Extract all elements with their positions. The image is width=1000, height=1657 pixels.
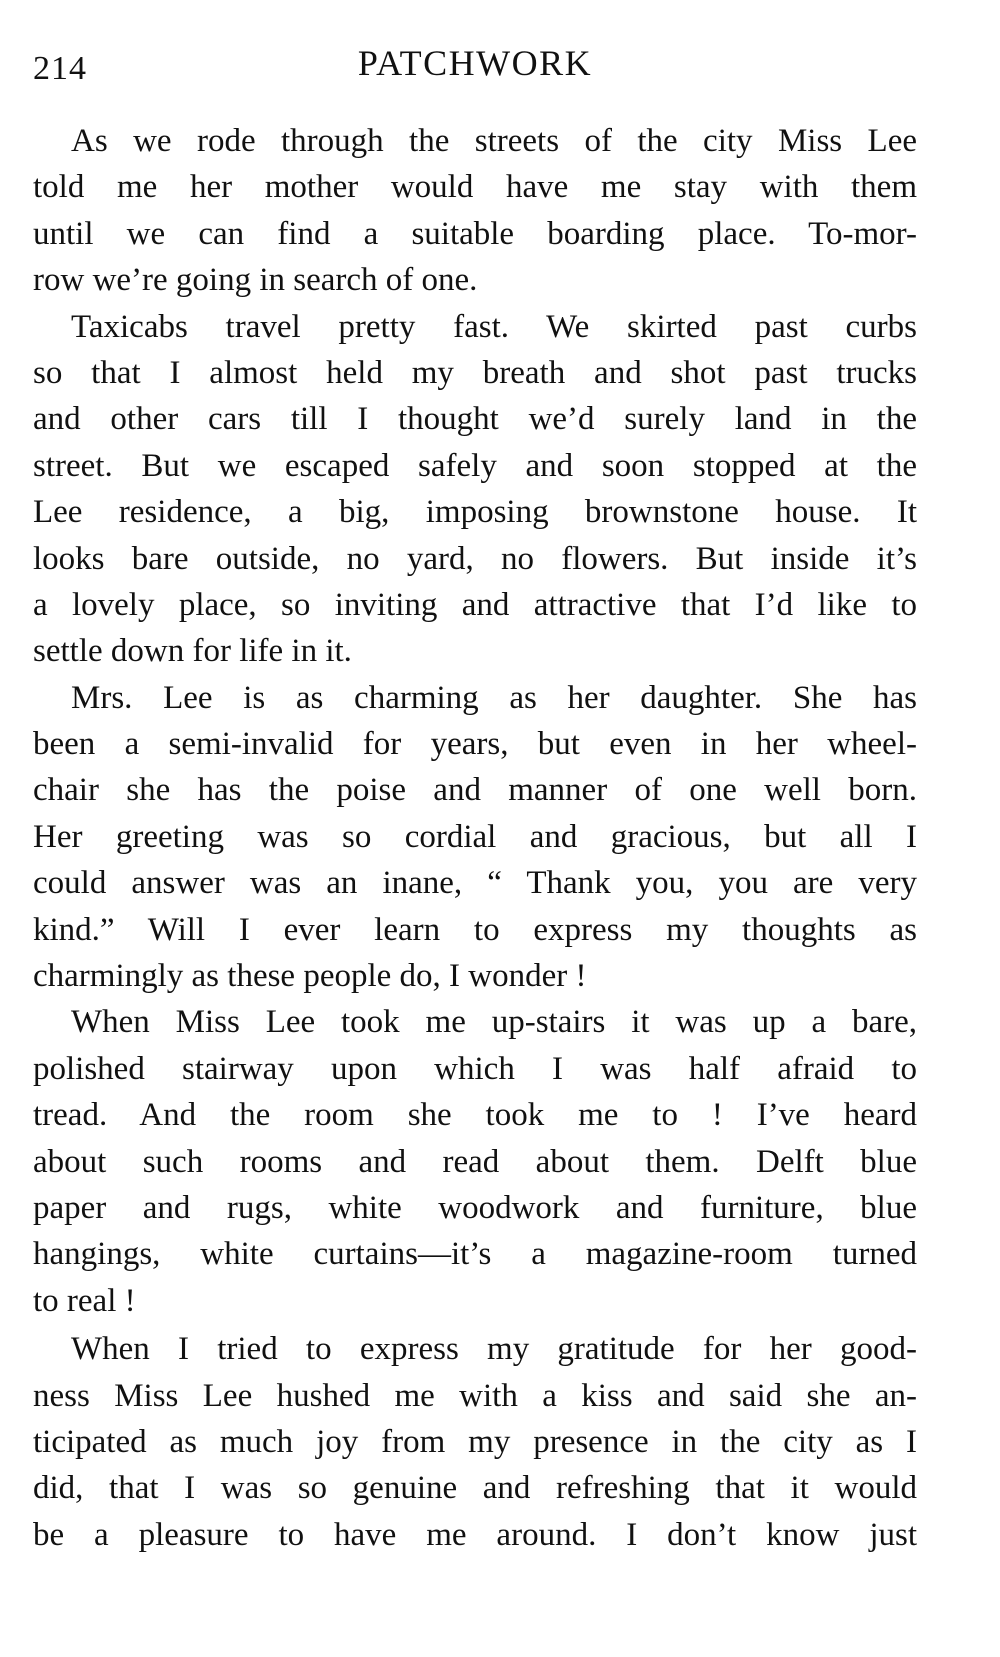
paragraph <box>33 1326 917 1558</box>
paragraph <box>33 118 917 304</box>
paragraph <box>33 304 917 675</box>
text-line: tread. And the room she took me to ! I’ve heard <box>33 1097 917 1134</box>
text-line: settle down for life in it. <box>33 633 352 670</box>
text-line: and other cars till I thought we’d surely land in the <box>33 401 917 438</box>
text-line: kind.” Will I ever learn to express my thoughts as <box>33 911 917 948</box>
text-line: hangings, white curtains—it’s a magazine-room turned <box>33 1236 917 1273</box>
text-line: told me her mother would have me stay with them <box>33 169 917 206</box>
text-line: be a pleasure to have me around. I don’t know just <box>33 1516 917 1553</box>
text-line: street. But we escaped safely and soon stopped at the <box>33 447 917 484</box>
text-line: did, that I was so genuine and refreshing that it would <box>33 1470 917 1507</box>
text-line: until we can find a suitable boarding place. To-mor- <box>33 215 917 252</box>
paragraph <box>33 999 917 1324</box>
text-line: ticipated as much joy from my presence in the city as I <box>33 1423 917 1460</box>
text-line: Her greeting was so cordial and gracious, but all I <box>33 818 917 855</box>
text-line: charmingly as these people do, I wonder ! <box>33 958 587 995</box>
text-line: paper and rugs, white woodwork and furniture, blue <box>33 1189 917 1226</box>
page-number: 214 <box>33 50 87 87</box>
text-line: Lee residence, a big, imposing brownstone house. It <box>33 494 917 531</box>
text-line: row we’re going in search of one. <box>33 262 478 299</box>
text-line: so that I almost held my breath and shot past trucks <box>33 354 917 391</box>
body-text <box>33 118 917 1558</box>
text-line: about such rooms and read about them. Delft blue <box>33 1143 917 1180</box>
text-line: Mrs. Lee is as charming as her daughter. She has <box>71 679 917 716</box>
text-line: to real ! <box>33 1282 136 1319</box>
text-line: Taxicabs travel pretty fast. We skirted past curbs <box>71 308 917 345</box>
text-line: a lovely place, so inviting and attractive that I’d like to <box>33 586 917 623</box>
paragraph <box>33 675 917 1000</box>
text-line: chair she has the poise and manner of one well born. <box>33 772 917 809</box>
page-header <box>33 42 917 92</box>
text-line: As we rode through the streets of the city Miss Lee <box>71 123 917 159</box>
running-title: PATCHWORK <box>357 43 593 83</box>
text-line: polished stairway upon which I was half afraid to <box>33 1050 917 1087</box>
text-line: ness Miss Lee hushed me with a kiss and said she an- <box>33 1377 917 1414</box>
text-line: When I tried to express my gratitude for her good- <box>71 1331 917 1368</box>
text-line: could answer was an inane, “ Thank you, you are very <box>33 865 917 902</box>
text-line: been a semi-invalid for years, but even in her wheel- <box>33 726 917 763</box>
text-line: When Miss Lee took me up-stairs it was up a bare, <box>71 1004 917 1041</box>
text-line: looks bare outside, no yard, no flowers. But inside it’s <box>33 540 917 577</box>
